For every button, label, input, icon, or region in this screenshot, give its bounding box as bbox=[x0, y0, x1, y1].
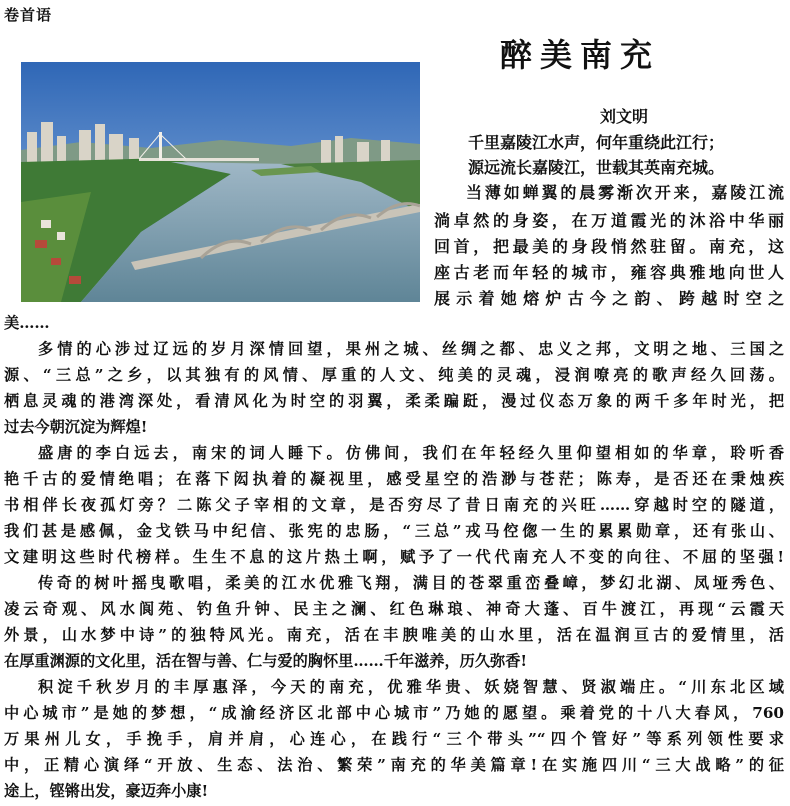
body-line: 中心城市”是她的梦想，“成渝经济区北部中心城市”乃她的愿望。乘着党的十八大春风，760 bbox=[4, 704, 784, 722]
body-line: 栖息灵魂的港湾深处，看清风化为时空的羽翼，柔柔蹁跹，漫过仪态万象的两千多年时光，把 bbox=[4, 392, 784, 410]
body-line: 凌云奇观、风水阆苑、钓鱼升钟、民主之澜、红色琳琅、神奇大蓬、百牛渡江，再现“云霞天 bbox=[4, 600, 784, 618]
intro-line: 座古老而年轻的城市，雍容典雅地向世人 bbox=[434, 263, 784, 282]
body-line: 积淀千秋岁月的丰厚惠泽，今天的南充，优雅华贵、妖娆智慧、贤淑端庄。“川东北区域 bbox=[38, 678, 784, 696]
intro-line: 回首，把最美的身段悄然驻留。南充，这 bbox=[434, 237, 784, 256]
body-line: 万果州儿女，手挽手，肩并肩，心连心，在践行“三个带头”“四个管好”等系列领性要求 bbox=[4, 730, 784, 748]
intro-line: 淌卓然的身姿，在万道霞光的沐浴中华丽 bbox=[434, 211, 784, 230]
body-line: 外景，山水梦中诗”的独特风光。南充，活在丰腴唯美的山水里，活在温润亘古的爱情里，活 bbox=[4, 626, 784, 644]
body-line: 在厚重渊源的文化里，活在智与善、仁与爱的胸怀里……千年滋养，历久弥香! bbox=[4, 652, 528, 670]
body-line: 书相伴长夜孤灯旁？二陈父子宰相的文章，是否穷尽了昔日南充的兴旺……穿越时空的隧道， bbox=[4, 496, 784, 514]
body-line: 源、“三总”之乡，以其独有的风情、厚重的人文、纯美的灵魂，浸润嘹亮的歌声经久回荡。 bbox=[4, 366, 784, 384]
body-line: 中，正精心演绎“开放、生态、法治、繁荣”南充的华美篇章!在实施四川“三大战略”的征 bbox=[4, 756, 784, 774]
poem-line: 源远流长嘉陵江，世载其英南充城。 bbox=[468, 158, 725, 177]
body-line: 我们甚是感佩，金戈铁马中纪信、张宪的忠肠，“三总”戎马倥偬一生的累累勋章，还有张山、 bbox=[4, 522, 784, 540]
body-line: 途上，铿锵出发，豪迈奔小康! bbox=[4, 782, 209, 800]
article-title: 醉美南充 bbox=[500, 36, 661, 74]
section-label: 卷首语 bbox=[4, 6, 53, 24]
author-name: 刘文明 bbox=[600, 107, 649, 126]
intro-line: 展示着她熔炉古今之韵、跨越时空之 bbox=[434, 289, 784, 308]
body-line: 美…… bbox=[4, 314, 50, 332]
city-river-photo bbox=[21, 62, 420, 302]
body-line: 文建明这些时代榜样。生生不息的这片热土啊，赋予了一代代南充人不变的向往、不屈的坚强! bbox=[4, 548, 784, 566]
body-line: 过去今朝沉淀为辉煌! bbox=[4, 418, 148, 436]
intro-line: 当薄如蝉翼的晨雾渐次开来，嘉陵江流 bbox=[466, 183, 784, 202]
body-line: 传奇的树叶摇曳歌唱，柔美的江水优雅飞翔，满目的苍翠重峦叠嶂，梦幻北湖、凤垭秀色、 bbox=[38, 574, 784, 592]
body-line: 多情的心涉过辽远的岁月深情回望，果州之城、丝绸之都、忠义之邦，文明之地、三国之 bbox=[38, 340, 784, 358]
poem-line: 千里嘉陵江水声，何年重绕此江行； bbox=[468, 133, 725, 152]
body-line: 艳千古的爱情绝唱；在落下闳执着的凝视里，感受星空的浩渺与苍茫；陈寿，是否还在秉烛疾 bbox=[4, 470, 784, 488]
body-line: 盛唐的李白远去，南宋的词人睡下。仿佛间，我们在年轻经久里仰望相如的华章，聆听香 bbox=[38, 444, 784, 462]
